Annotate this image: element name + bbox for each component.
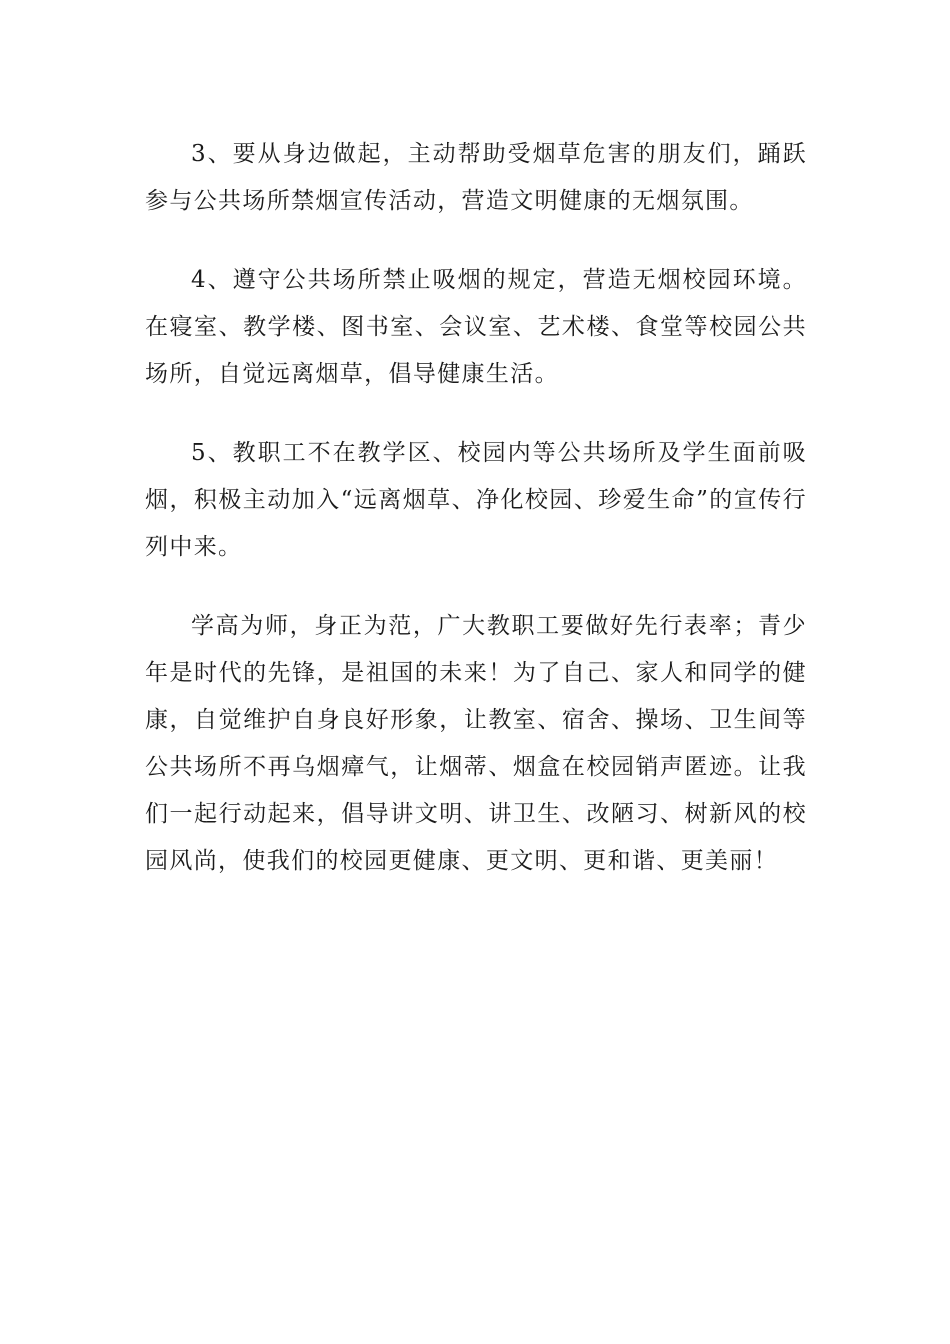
- paragraph-item-3: 3、要从身边做起，主动帮助受烟草危害的朋友们，踊跃参与公共场所禁烟宣传活动，营造文明健康的无烟氛围。: [145, 141, 807, 214]
- document-body: [145, 131, 807, 917]
- paragraph-closing: 学高为师，身正为范，广大教职工要做好先行表率；青少年是时代的先锋，是祖国的未来！为了自己、家人和同学的健康，自觉维护自身良好形象，让教室、宿舍、操场、卫生间等公共场所不再乌烟瘴气，让烟蒂、烟盒在校园销声匿迹。让我们一起行动起来，倡导讲文明、讲卫生、改陋习、树新风的校园风尚，使我们的校园更健康、更文明、更和谐、更美丽！: [145, 613, 807, 874]
- paragraph-item-4: 4、遵守公共场所禁止吸烟的规定，营造无烟校园环境。在寝室、教学楼、图书室、会议室、艺术楼、食堂等校园公共场所，自觉远离烟草，倡导健康生活。: [145, 267, 807, 387]
- paragraph-item-5: 5、教职工不在教学区、校园内等公共场所及学生面前吸烟，积极主动加入“远离烟草、净化校园、珍爱生命”的宣传行列中来。: [145, 440, 807, 560]
